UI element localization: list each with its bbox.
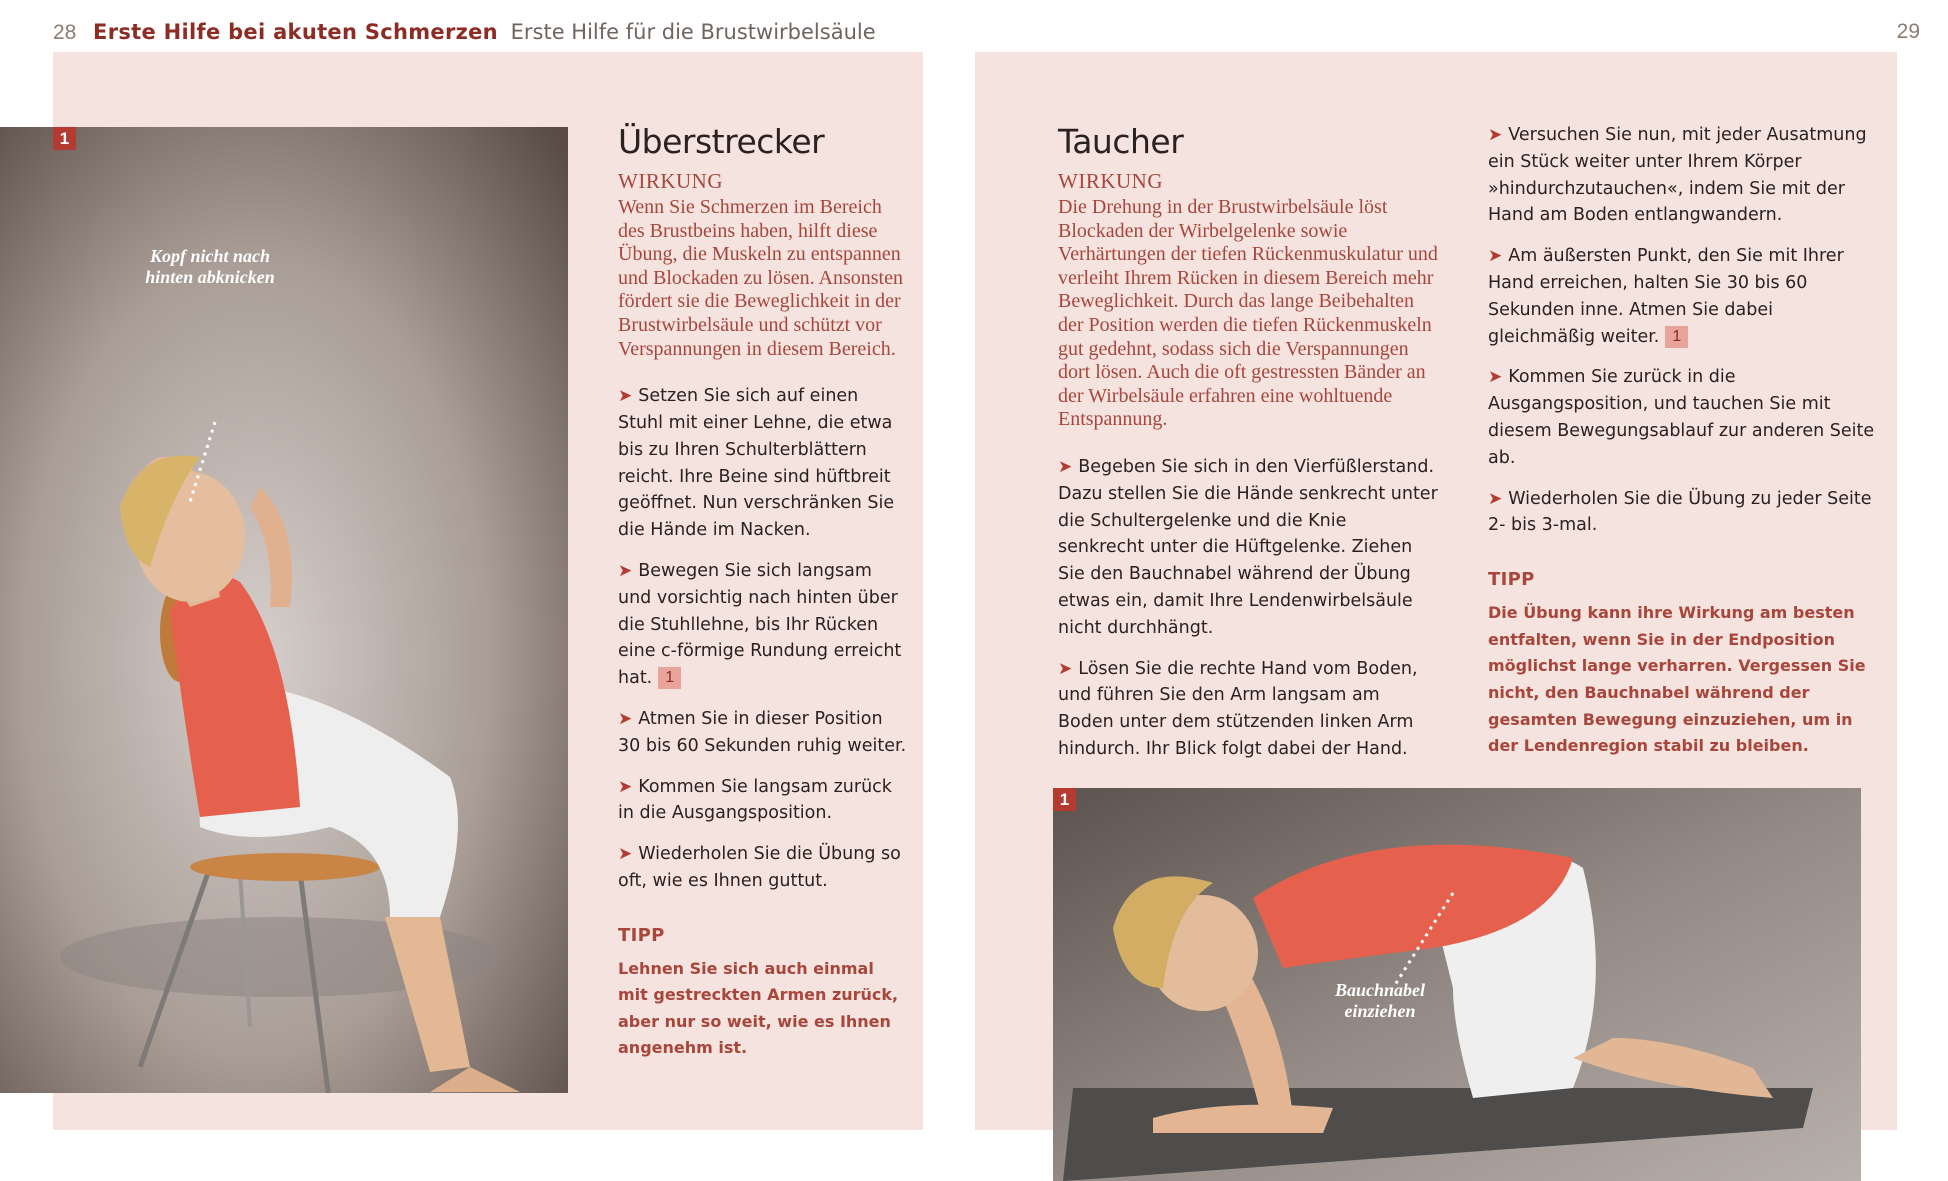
step-item: ➤ Bewegen Sie sich langsam und vorsichtig nach hinten über die Stuhllehne, bis Ihr Rücken eine c-förmige Rundung erreicht hat. 1: [618, 560, 902, 689]
running-header: [53, 20, 876, 45]
arrow-icon: ➤: [618, 844, 633, 865]
step-item: ➤ Lösen Sie die rechte Hand vom Boden, und führen Sie den Arm langsam am Boden unter dem stützenden linken Arm hindurch. Ihr Blick folgt dabei der Hand.: [1058, 658, 1418, 759]
wirkung-label-right: WIRKUNG: [1058, 169, 1163, 193]
exercise-title-ueberstrecker: Überstrecker: [618, 122, 825, 161]
step-item: ➤ Wiederholen Sie die Übung so oft, wie es Ihnen guttut.: [618, 844, 901, 891]
tipp-label-left: TIPP: [618, 924, 665, 946]
photo-annotation-right: Bauchnabel einziehen: [1334, 980, 1426, 1021]
step-item: ➤ Begeben Sie sich in den Vierfüßlerstand. Dazu stellen Sie die Hände senkrecht unter die Schultergelenke und die Knie senkrecht unter die Hüftgelenke. Ziehen Sie den Bauchnabel während der Übung etwas ein, damit Ihre Lendenwirbelsäule nicht durchhängt.: [1058, 456, 1438, 638]
arrow-icon: ➤: [618, 776, 633, 797]
photo-annotation-left: Kopf nicht nach hinten abknicken: [145, 246, 275, 287]
arrow-icon: ➤: [618, 708, 633, 729]
wirkung-label-left: WIRKUNG: [618, 169, 723, 193]
step-item: ➤ Kommen Sie langsam zurück in die Ausgangsposition.: [618, 776, 892, 824]
step-item: ➤ Wiederholen Sie die Übung zu jeder Seite 2- bis 3-mal.: [1488, 488, 1872, 536]
tipp-label-right: TIPP: [1488, 569, 1535, 591]
figure-ref: 1: [658, 667, 681, 689]
figure-badge-left: 1: [53, 127, 76, 150]
photo-taucher: [1053, 788, 1861, 1181]
tipp-text-left: Lehnen Sie sich auch einmal mit gestreckten Armen zurück, aber nur so weit, wie es Ihnen angenehm ist.: [618, 958, 899, 1058]
arrow-icon: ➤: [1488, 488, 1503, 509]
step-item: ➤ Atmen Sie in dieser Position 30 bis 60 Sekunden ruhig weiter.: [618, 708, 907, 756]
figure-ref: 1: [1665, 326, 1688, 348]
page-number-right: 29: [1896, 20, 1920, 43]
chapter-title: Erste Hilfe bei akuten Schmerzen: [93, 20, 498, 44]
arrow-icon: ➤: [1488, 367, 1503, 388]
wirkung-text-right: Die Drehung in der Brustwirbelsäule löst Blockaden der Wirbelgelenke sowie Verhärtungen der tiefen Rückenmuskulatur und verleiht Ihrem Rücken in diesem Bereich mehr Beweglichkeit. Durch das lange Beibehalten der Position werden die tiefen Rückenmuskeln gut gedehnt, sodass sich die Verspannungen dort lösen. Auch die oft gestressten Bänder an der Wirbelsäule erfahren eine wohltuende Entspannung.: [1058, 196, 1438, 431]
arrow-icon: ➤: [1058, 456, 1073, 477]
ueberstrecker-column: [618, 122, 908, 1062]
arrow-icon: ➤: [618, 560, 633, 581]
step-item: ➤ Versuchen Sie nun, mit jeder Ausatmung ein Stück weiter unter Ihrem Körper »hindurchzutauchen«, indem Sie mit der Hand am Boden entlangwandern.: [1488, 125, 1867, 226]
section-title: Erste Hilfe für die Brustwirbelsäule: [510, 20, 876, 44]
figure-badge-right: 1: [1053, 788, 1076, 811]
taucher-column-2: [1488, 122, 1878, 760]
exercise-title-taucher: Taucher: [1058, 122, 1184, 161]
taucher-column-1: [1058, 122, 1438, 777]
tipp-text-right: Die Übung kann ihre Wirkung am besten entfalten, wenn Sie in der Endposition möglichst lange verharren. Vergessen Sie nicht, den Bauchnabel während der gesamten Bewegung einzuziehen, um in der Lendenregion stabil zu bleiben.: [1488, 603, 1866, 756]
arrow-icon: ➤: [618, 386, 633, 407]
step-item: ➤ Am äußersten Punkt, den Sie mit Ihrer Hand erreichen, halten Sie 30 bis 60 Sekunden inne. Atmen Sie dabei gleichmäßig weiter. 1: [1488, 246, 1844, 347]
wirkung-text-left: Wenn Sie Schmerzen im Bereich des Brustbeins haben, hilft diese Übung, die Muskeln zu entspannen und Blockaden zu lösen. Ansonsten fördert sie die Beweglichkeit in der Brustwirbelsäule und schützt vor Verspannungen in diesem Bereich.: [618, 196, 903, 360]
arrow-icon: ➤: [1488, 246, 1503, 267]
page-number-left: 28: [53, 21, 77, 44]
arrow-icon: ➤: [1488, 125, 1503, 145]
step-item: ➤ Kommen Sie zurück in die Ausgangsposition, und tauchen Sie mit diesem Bewegungsablauf zur anderen Seite ab.: [1488, 367, 1875, 468]
arrow-icon: ➤: [1058, 658, 1073, 679]
step-item: ➤ Setzen Sie sich auf einen Stuhl mit einer Lehne, die etwa bis zu Ihren Schulterblättern reicht. Ihre Beine sind hüftbreit geöffnet. Nun verschränken Sie die Hände im Nacken.: [618, 386, 895, 541]
